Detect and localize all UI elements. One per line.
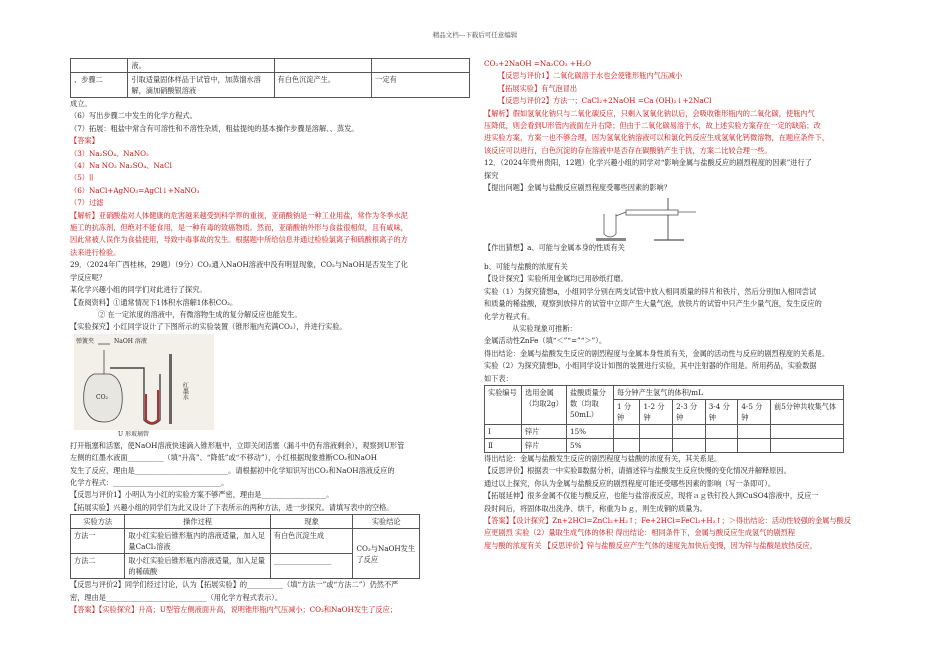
left-column [70,58,470,616]
table-row: 方法一 取小红实验后锥形瓶内的溶液适量，加入足量CaCl₂溶液 有白色沉淀生成 CO₂与NaOH发生了反应 [71,529,420,554]
text-line: 化学方程式有。 [484,311,535,321]
answer-label: 【答案】 [70,136,99,146]
analysis-line: 法来进行检验。 [70,247,121,257]
answer-line: 【反思与评价2】方法一；CaCl₂+2NaOH =Ca (OH)₂↓+2NaCl [498,96,712,106]
red-water-label: 红墨水 [181,381,189,400]
answer-line: 【拓展实验】有气泡冒出 [498,83,578,93]
text-line: 左侧的红墨水液面__________（填“升高”、“降低”或“不移动”），小红根据现象推断CO₂和NaOH [70,453,378,463]
answer-line: 应更剧烈 实验（2）量取生成气体的体积 得出结论：相同条件下，金属与酸反应生成氢气的剧烈程 [484,528,796,538]
text-line: 【反思评价】根据表一中实验Ⅱ数据分析，请描述锌与盐酸发生反应快慢的变化情况并解释原因。 [484,466,791,476]
table-row: 实验编号 选用金属（均取2g） 盐酸质量分数（均取50mL） 每分钟产生氢气的体积/mL [485,385,844,399]
table-row: Ⅱ 锌片 5% [485,438,844,452]
table-row: 液。 [71,59,470,73]
syringe-apparatus-drawing [584,194,714,242]
text-line: 金属活动性ZnFe（填“＜”“=”“＞”）。 [484,336,607,346]
text-line: 【作出猜想】a、可能与金属本身的性质有关 [484,243,625,253]
text-line: 得出结论：金属与盐酸发生反应的剧烈程度与盐酸的浓度有关，其关系是。 [484,453,722,463]
naoh-label: NaOH 溶液 [114,337,147,345]
text-line: 成立。 [70,99,92,108]
text-line: 【提出问题】金属与盐酸反应剧烈程度受哪些因素的影响？ [484,183,671,193]
text-line: （6）写出步骤二中发生的化学方程式。 [70,111,197,121]
text-line: 化学方程式：______________________________。 [70,477,229,487]
answer-line: （6）NaCl+AgNO₃=AgCl↓+NaNO₃ [70,185,200,195]
text-line: 发生了反应，理由是__________________________。请根据初中化学知识写出CO₂和NaOH溶液反应的 [70,465,395,475]
question-line: 12．（2024年贵州贵阳，12题）化学兴趣小组的同学对“影响金属与盐酸反应的剧烈程度的因素”进行了 [484,158,812,168]
method-table [70,514,420,579]
text-line: 【设计探究】实验所用金属均已用砂纸打磨。 [484,274,628,284]
figure-caption: U 形玻璃管 [118,430,149,438]
analysis-line: 进实验方案，方案一也不够合理，因为氢氧化钠溶液可以和氯化钙反应生成氢氧化钙微溶物，在题应条件下， [484,133,830,143]
answer-line: （5）∣∣ [70,173,94,183]
answer-line: 【答案】【设计探究】Zn+2HCl=ZnCl₂+H₂↑；Fe+2HCl=FeCl₂+H₂↑；＞得出结论：活动性较强的金属与酸反 [484,515,851,525]
answer-line: 度与酸的浓度有关 【反思评价】锌与盐酸反应产生气体的速度先加快后变慢，因为锌与盐酸是放热反应， [484,540,817,550]
table-row: 方法二 取小红实验后锥形瓶内溶液适量，加入足量的稀硫酸 ________________ [71,554,420,579]
text-line: 密，理由是____________________________（用化学方程式表示）。 [70,592,283,602]
text-line: 如下表： [484,373,513,383]
text-line: 实验（1）为探究猜想a，小组同学分别在两支试管中放入相同质量的锌片和铁片，然后分别加入相同尝试 [484,286,817,296]
page-header: 精品文档---下载后可任意编辑 [432,31,518,39]
text-line: 和质量的稀盐酸，观察到放锌片的试管中立即产生大量气泡，放铁片的试管中只产生少量气泡，发生反应的 [484,299,822,309]
text-line: 打开瓶塞和活塞，使NaOH溶液快速滴入锥形瓶中，立即关闭活塞（漏斗中仍有溶液剩余），观察到U形管 [70,440,405,450]
text-line: （7）拓展：粗盐中常含有可溶性和不溶性杂质，粗盐提纯的基本操作步骤是溶解、、蒸发。 [70,123,359,133]
step-table [70,58,470,98]
answer-line: CO₂+2NaOH =Na₂CO₃ +H₂O [484,59,591,68]
text-line: 段时间后，将固体取出洗净、烘干，称重为ｂｇ，则生成铜的质量为。 [484,503,707,513]
text-line: 实验（2）为探究猜想b，小组同学设计如图的装置进行实验，其中注射器的作用是。所用药品，实验数据 [484,361,817,371]
text-line: 从实验现象可推断： [512,323,577,333]
text-line: ② 在一定浓度的溶液中，有微溶物生成的复分解反应也能发生。 [98,309,302,319]
question-line: 29．（2024年广西桂林，29题）（9分）CO₂通入NaOH溶液中没有明显现象，CO₂与NaOH是否发生了化 [70,260,408,270]
answer-line: 【答案】【实验探究】升高；U型管左侧液面升高，说明锥形瓶内气压减小；CO₂和NaOH发生了反应； [70,604,397,614]
data-table [484,385,844,453]
answer-line: （7）过滤 [70,198,104,208]
analysis-line: 压降低，则会看到U形管内液面左升右降；但由于二氧化碳易溶于水，故上述实验方案存在一定的缺陷；改 [484,121,821,131]
table-row: 1 分钟 1-2 分钟 2-3 分钟 3-4 分钟 4-5 分钟 前5分钟共收集气体 [485,399,844,424]
analysis-line: 该反应可以进行，白色沉淀的存在溶液中是否存在碳酸钠产生于扰，方案二比较合理一些。 [484,145,772,155]
text-line: 【实验探究】小红同学设计了下图所示的实验装置（锥形瓶内充满CO₂），并进行实验。 [70,322,347,332]
table-row: Ⅰ 锌片 15% [485,424,844,438]
co2-label: CO₂ [96,393,108,401]
answer-line: （3）Na₂SO₄、NaNO₂ [70,148,149,158]
question-line: 探究 [484,170,499,180]
table-row: 实验方法 操作过程 现象 实验结论 [71,515,420,529]
question-line: 学反应呢？ [70,272,106,282]
right-column [484,58,882,552]
answer-line: （4）Na NO₂ Na₂SO₄、NaCl [70,161,172,171]
answer-line: 【反思与评价1】二氧化碳溶于水也会使锥形瓶内气压减小 [498,71,683,81]
text-line: 【拓展实验】兴趣小组的同学们为此又设计了下表所示的两种方法，进一步探究。请填写表中的空格。 [70,502,394,512]
text-line: 【反思与评价2】同学们经过讨论，认为【拓展实验】的__________（填“方法一”或“方法二”）仍然不严 [70,580,399,590]
clip-label: 弹簧夹 [76,337,95,345]
text-line: 【反思与评价1】小明认为小红的实验方案不够严密，理由是__________________。 [70,490,334,500]
analysis-line: 【解析】假如氢氧化钠只与二氧化碳反应，只剩入氢氧化钠以后，会吸收锥形瓶内的二氧化碳，使瓶内气 [484,108,815,118]
apparatus-figure [74,334,214,430]
question-line: 某化学兴趣小组的同学们对此进行了探究。 [70,285,207,295]
text-line: 【拓展延伸】很多金属不仅能与酸反应，也能与盐溶液反应，现将ａｇ铁钉投入到CuSO4溶液中，反应一 [484,491,819,501]
text-line: 得出结论：金属与盐酸发生反应的剧烈程度与金属本身性质有关，金属的活动性与反应的剧烈程度的关系是。 [484,348,830,358]
text-line: b、可能与盐酸的浓度有关 [484,261,568,271]
syringe-apparatus-figure [484,194,882,242]
text-line: 通过以上探究，你认为金属与盐酸反应的剧烈程度可能还受哪些因素的影响（写一条即可）。 [484,478,776,488]
analysis-line: 【解析】亚硝酸盐对人体健康的危害越来越受到科学界的重视，亚硝酸钠是一种工业用盐，常作为冬季水泥 [70,210,408,220]
table-row: 、步骤二 引取适量固体样品于试管中，加蒸馏水溶解，滴加硝酸银溶液 有白色沉淀产生。 一定有 [71,73,470,98]
text-line: 【查阅资料】①通常情况下1体积水溶解1体积CO₂。 [70,297,238,307]
analysis-line: 施工的抗冻剂，但绝对不能食用，是一种有毒的致癌物质。然而，亚硝酸钠外形与食盐很相似，且有咸味， [70,223,408,233]
analysis-line: 因此常被人误作为食盐使用，导致中毒事故的发生。根据题中所给信息并通过检验氯离子和硫酸根离子的方 [70,235,408,245]
